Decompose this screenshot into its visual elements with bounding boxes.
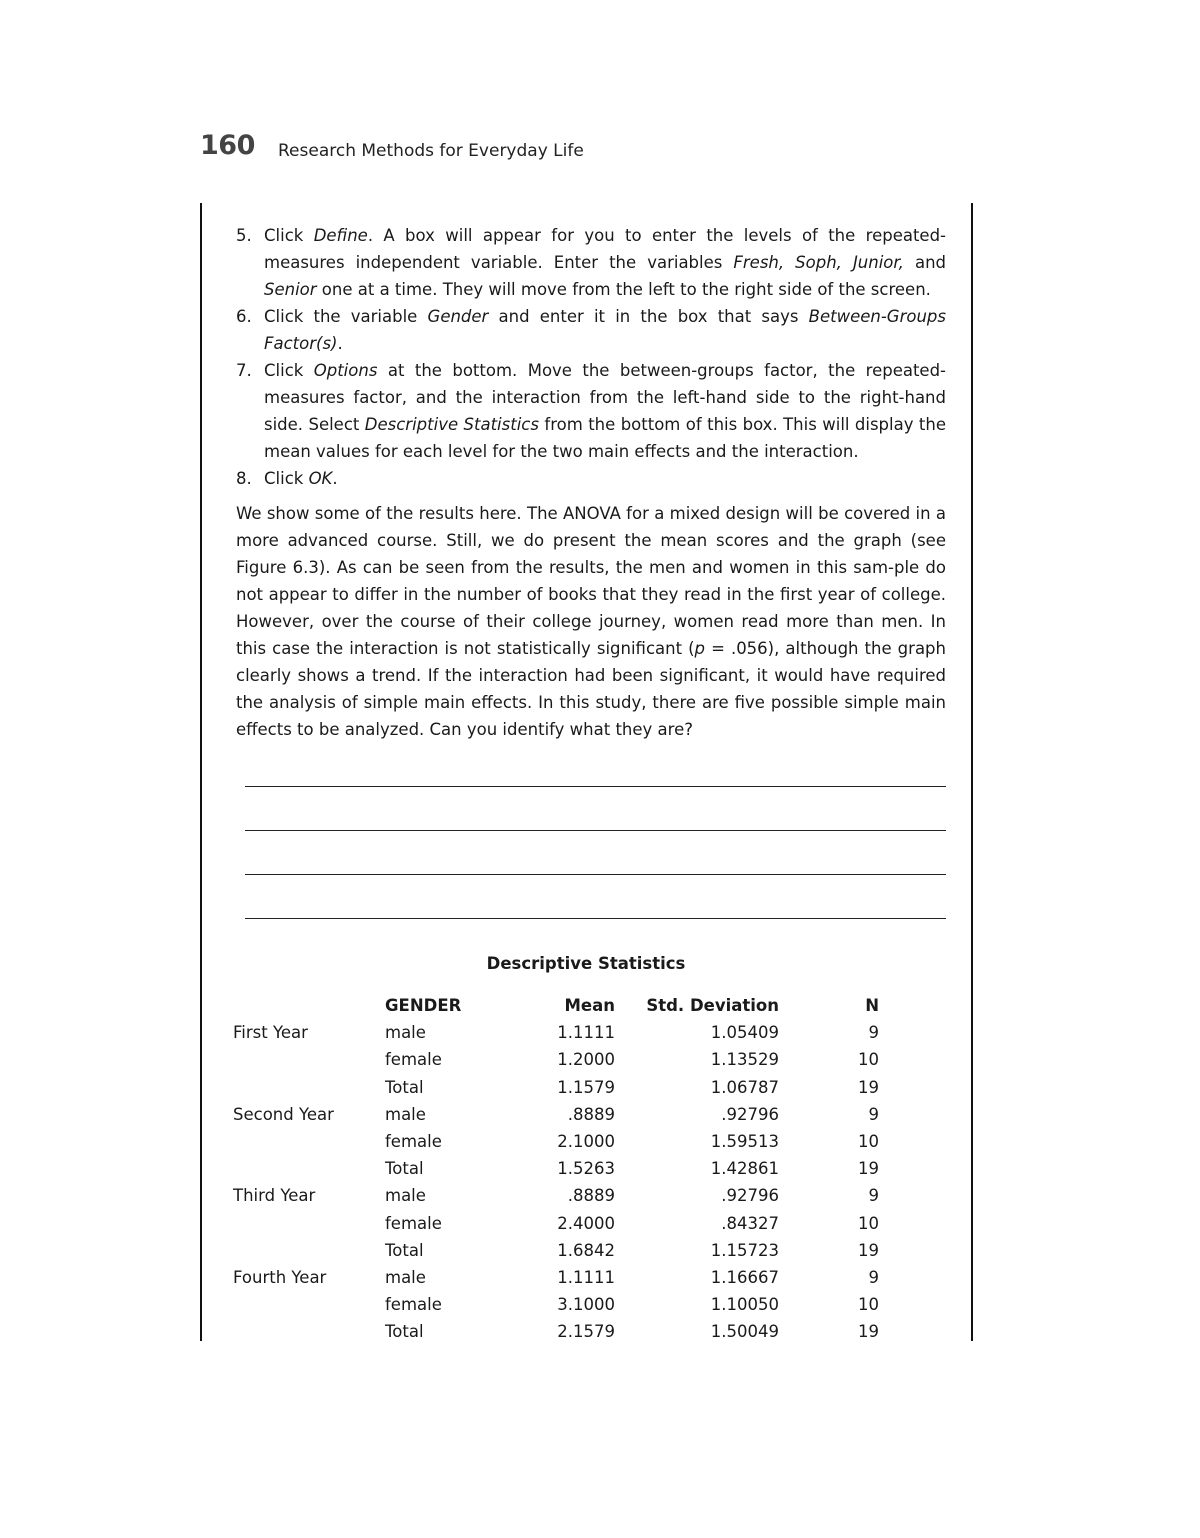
running-title: Research Methods for Everyday Life	[278, 141, 584, 161]
year-label	[233, 1291, 385, 1318]
n-cell: 19	[858, 1159, 879, 1179]
gender-cell: female	[385, 1295, 442, 1315]
steps-list	[236, 222, 946, 492]
n-cell: 10	[858, 1050, 879, 1070]
step-number: 7.	[236, 361, 252, 380]
step-number: 8.	[236, 469, 252, 488]
step-item	[236, 222, 946, 303]
std-deviation-cell: 1.42861	[710, 1159, 779, 1179]
instruction-box	[236, 222, 946, 743]
gender-cell: male	[385, 1268, 426, 1288]
table-row	[233, 1101, 879, 1128]
gender-cell: female	[385, 1132, 442, 1152]
n-cell: 9	[868, 1186, 879, 1206]
gender-cell: Total	[385, 1322, 424, 1342]
header-mean: Mean	[564, 996, 615, 1015]
mean-cell: 3.1000	[557, 1295, 615, 1315]
answer-line	[245, 786, 946, 787]
n-cell: 10	[858, 1213, 879, 1233]
table-header-row	[233, 992, 879, 1019]
text-run: from the bottom of this box. This will display the mean values for each level for the two main effects and the interaction.	[264, 415, 946, 461]
header-year	[233, 992, 385, 1019]
text-run: = .056), although the graph clearly shows a trend. If the interaction had been significant, it would have required the analysis of simple main effects. In this study, there are five possible simple main effects to be analyzed. Can you identify what they are?	[236, 639, 946, 739]
results-paragraph	[236, 500, 946, 743]
n-cell: 19	[858, 1322, 879, 1342]
std-deviation-cell: 1.10050	[710, 1295, 779, 1315]
header-n: N	[865, 996, 879, 1015]
header-std-deviation: Std. Deviation	[646, 996, 779, 1015]
answer-line	[245, 830, 946, 831]
text-run: and enter it in the box that says	[488, 307, 809, 326]
std-deviation-cell: 1.59513	[710, 1132, 779, 1152]
year-label	[233, 1128, 385, 1155]
text-run: .	[332, 469, 338, 488]
year-label	[233, 1155, 385, 1182]
mean-cell: 2.1579	[557, 1322, 615, 1342]
std-deviation-cell: 1.15723	[710, 1240, 779, 1260]
std-deviation-cell: 1.50049	[710, 1322, 779, 1342]
year-label: Second Year	[233, 1104, 334, 1124]
text-run: and	[903, 253, 946, 272]
text-run: one at a time. They will move from the left to the right side of the screen.	[316, 280, 931, 299]
year-label: First Year	[233, 1023, 308, 1043]
table-title: Descriptive Statistics	[486, 954, 686, 973]
table-row	[233, 1291, 879, 1318]
table-row	[233, 1019, 879, 1046]
year-label	[233, 1318, 385, 1345]
year-label	[233, 1210, 385, 1237]
header-gender: GENDER	[385, 996, 462, 1015]
std-deviation-cell: .92796	[721, 1104, 779, 1124]
table-row	[233, 1237, 879, 1264]
text-run: Click the variable	[264, 307, 428, 326]
right-border-rule	[971, 203, 973, 1341]
italic-term: Fresh, Soph, Junior,	[733, 253, 904, 272]
n-cell: 9	[868, 1104, 879, 1124]
mean-cell: 1.1579	[557, 1077, 615, 1097]
text-run: Click	[264, 226, 314, 245]
descriptive-statistics-table	[233, 992, 879, 1346]
answer-line	[245, 874, 946, 875]
gender-cell: male	[385, 1186, 426, 1206]
table-row	[233, 1128, 879, 1155]
gender-cell: female	[385, 1213, 442, 1233]
answer-line	[245, 918, 946, 919]
mean-cell: 1.5263	[557, 1159, 615, 1179]
n-cell: 10	[858, 1295, 879, 1315]
table-row	[233, 1264, 879, 1291]
gender-cell: Total	[385, 1240, 424, 1260]
mean-cell: 1.1111	[557, 1268, 615, 1288]
table-row	[233, 1046, 879, 1073]
italic-term: OK	[308, 469, 333, 488]
gender-cell: male	[385, 1023, 426, 1043]
step-number: 6.	[236, 307, 252, 326]
mean-cell: 2.1000	[557, 1132, 615, 1152]
italic-term: Gender	[427, 307, 489, 326]
mean-cell: 1.6842	[557, 1240, 615, 1260]
step-item	[236, 303, 946, 357]
italic-term: Between-Groups Factor(s)	[264, 307, 946, 353]
text-run: . A box will appear for you to enter the levels of the repeated-measures independent variable. Enter the variables	[264, 226, 947, 272]
italic-term: Options	[313, 361, 378, 380]
year-label: Fourth Year	[233, 1268, 327, 1288]
std-deviation-cell: 1.06787	[710, 1077, 779, 1097]
table-row	[233, 1210, 879, 1237]
n-cell: 19	[858, 1077, 879, 1097]
std-deviation-cell: .84327	[721, 1213, 779, 1233]
n-cell: 19	[858, 1240, 879, 1260]
gender-cell: female	[385, 1050, 442, 1070]
step-number: 5.	[236, 226, 252, 245]
text-run: Click	[264, 361, 314, 380]
text-run: We show some of the results here. The ANOVA for a mixed design will be covered in a more advanced course. Still, we do present the mean scores and the graph (see Figure 6.3). As can be seen from the results, the men and women in this sam-ple do not appear to differ in the number of books that they read in the first year of college. However, over the course of their college journey, women read more than men. In this case the interaction is not statistically significant (	[236, 504, 946, 658]
step-item	[236, 465, 946, 492]
table-row	[233, 1155, 879, 1182]
mean-cell: 2.4000	[557, 1213, 615, 1233]
italic-term: Define	[313, 226, 368, 245]
italic-term: p	[694, 639, 706, 658]
gender-cell: Total	[385, 1077, 424, 1097]
year-label	[233, 1046, 385, 1073]
std-deviation-cell: 1.13529	[710, 1050, 779, 1070]
table-row	[233, 1318, 879, 1345]
page-number: 160	[200, 130, 255, 161]
text-run: Click	[264, 469, 309, 488]
mean-cell: 1.2000	[557, 1050, 615, 1070]
left-border-rule	[200, 203, 202, 1341]
text-run: at the bottom. Move the between-groups factor, the repeated-measures factor, and the interaction from the left-hand side to the right-hand side. Select	[264, 361, 947, 434]
year-label: Third Year	[233, 1186, 316, 1206]
std-deviation-cell: 1.16667	[710, 1268, 779, 1288]
table-row	[233, 1074, 879, 1101]
mean-cell: 1.1111	[557, 1023, 615, 1043]
table-row	[233, 1182, 879, 1209]
year-label	[233, 1237, 385, 1264]
n-cell: 9	[868, 1023, 879, 1043]
gender-cell: male	[385, 1104, 426, 1124]
italic-term: Senior	[264, 280, 317, 299]
mean-cell: .8889	[567, 1104, 615, 1124]
text-run: .	[337, 334, 343, 353]
gender-cell: Total	[385, 1159, 424, 1179]
std-deviation-cell: .92796	[721, 1186, 779, 1206]
step-item	[236, 357, 946, 465]
n-cell: 10	[858, 1132, 879, 1152]
mean-cell: .8889	[567, 1186, 615, 1206]
year-label	[233, 1074, 385, 1101]
n-cell: 9	[868, 1268, 879, 1288]
italic-term: Descriptive Statistics	[364, 415, 539, 434]
std-deviation-cell: 1.05409	[710, 1023, 779, 1043]
